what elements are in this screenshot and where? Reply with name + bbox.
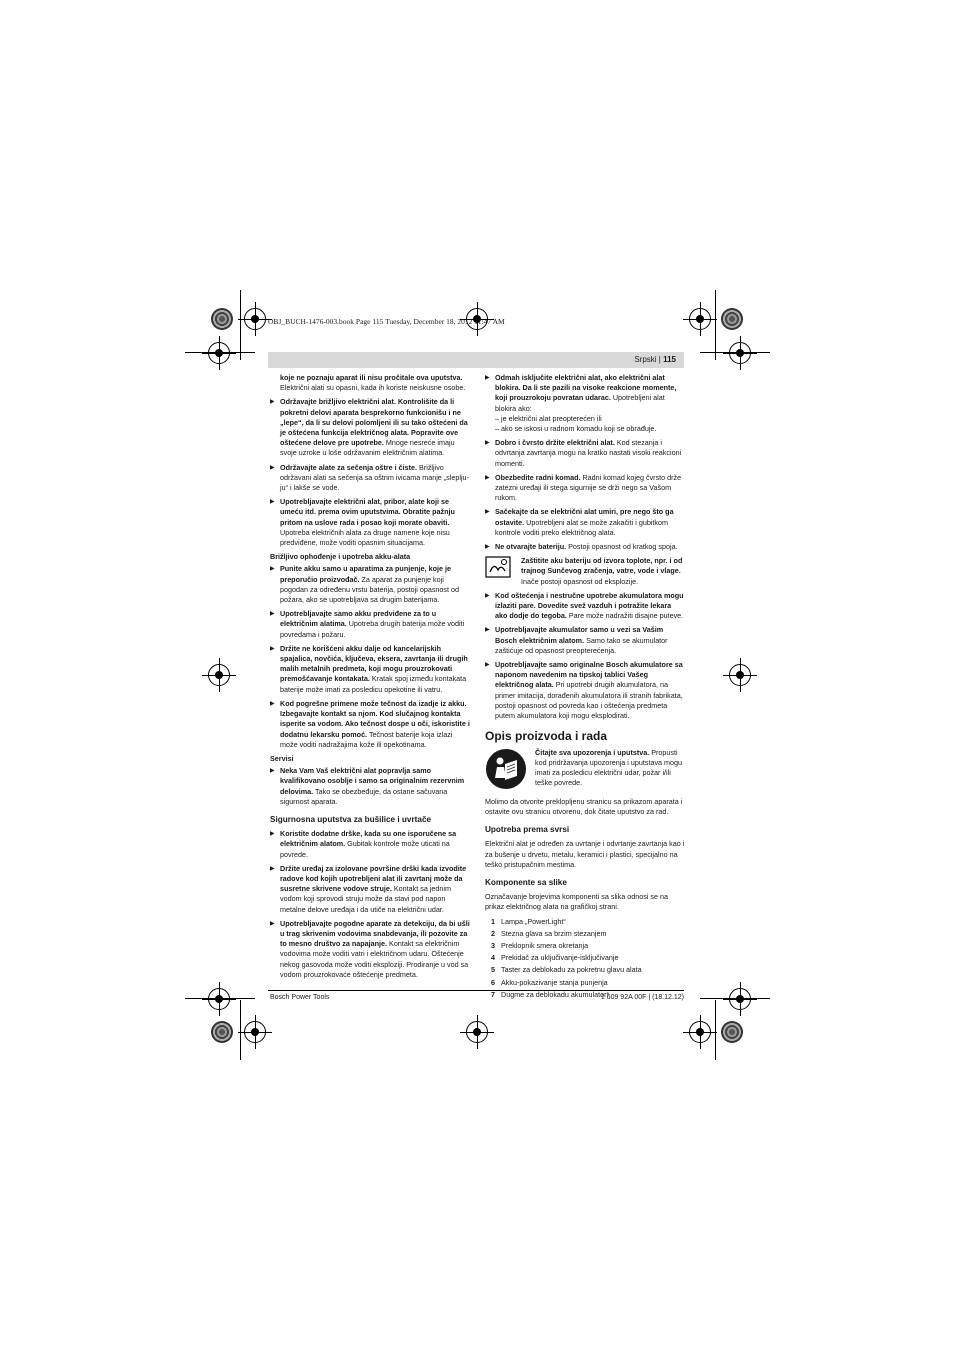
- list-item: 3 Preklopnik smera okretanja: [491, 940, 589, 950]
- battery-heat-warning-icon: [485, 556, 515, 587]
- right-column: [485, 373, 685, 1002]
- registration-dot-icon: [211, 308, 233, 330]
- safety-item: ▶ Upotrebljavajte samo originalne Bosch akumulatore sa naponom navedenim na tipskoj tablici Vašeg električnog alata. Pri upotrebi drugih akumulatora, na primer imitacija, dorađenih akumulatora ili stranih fabrikata, postoji opasnost od povreda kao i oštećenja predmeta putem akumulatora koji mogu eksplodirati.: [485, 660, 685, 721]
- registration-mark-icon: [208, 342, 230, 364]
- safety-item: ▶ Sačekajte da se električni alat umiri, pre nego što ga ostavite. Upotrebljeni alat se može zakačiti i gubitkom kontrole voditi preko električnog alata.: [485, 507, 685, 538]
- components-list: [485, 917, 685, 1000]
- registration-mark-icon: [729, 342, 751, 364]
- registration-dot-icon: [721, 1021, 743, 1043]
- file-info: OBJ_BUCH-1476-003.book Page 115 Tuesday, December 18, 2012 11:47 AM: [268, 317, 505, 326]
- intro-paragraph: koje ne poznaju aparat ili nisu pročitale ova uputstva. Električni alati su opasni, kada ih koriste neiskusne osobe.: [280, 373, 466, 393]
- intended-use-text: Električni alat je određen za uvrtanje i odvrtanje zavrtanja kao i za bušenje u drvetu, metalu, keramici i plastici, specijalno na teško pristupačnim mestima.: [485, 839, 685, 869]
- heading-drill-safety: Sigurnosna uputstva za bušilice i uvrtače: [270, 814, 432, 824]
- header-separator: |: [658, 355, 661, 364]
- list-item: 6 Akku-pokazivanje stanja punjenja: [491, 977, 608, 987]
- heat-warning: Zaštitite aku bateriju od izvora toplote, npr. i od trajnog Sunčevog zračenja, vatre, vode i vlage. Inače postoji opasnost od eksplozije.: [485, 556, 685, 587]
- page-number: 115: [663, 355, 676, 364]
- registration-dot-icon: [721, 308, 743, 330]
- heading-product-description: Opis proizvoda i rada: [485, 729, 608, 744]
- registration-mark-icon: [208, 988, 230, 1010]
- list-item: 5 Taster za deblokadu za pokretnu glavu alata: [491, 965, 642, 975]
- page-header: [268, 352, 684, 368]
- safety-item: ▶ Koristite dodatne drške, kada su one isporučene sa električnim alatom. Gubitak kontrole može uticati na povrede.: [270, 829, 470, 860]
- crop-mark: [715, 290, 716, 360]
- registration-mark-icon: [689, 1021, 711, 1043]
- components-intro: Označavanje brojevima komponenti sa slika odnosi se na prikaz električnog alata na grafičkoj strani.: [485, 892, 668, 912]
- read-manual-icon: [485, 748, 529, 793]
- crop-mark: [240, 290, 241, 360]
- fold-out-note: Molimo da otvorite preklopljenu stranicu sa prikazom aparata i ostavite ovu stranicu otvorenu, dok čitate uputstvo za rad.: [485, 796, 683, 816]
- safety-item: ▶ Ne otvarajte bateriju. Postoji opasnost od kratkog spoja.: [485, 542, 685, 552]
- registration-mark-icon: [466, 1021, 488, 1043]
- safety-item: ▶ Dobro i čvrsto držite električni alat. Kod stezanja i odvrtanja zavrtanja mogu na kratko nastati visoki reakcioni momenti.: [485, 438, 685, 469]
- list-item: 4 Prekidač za uključivanje-isključivanje: [491, 953, 619, 963]
- subheading-battery: Brižljivo ophođenje i upotreba akku-alata: [270, 552, 411, 562]
- registration-mark-icon: [244, 308, 266, 330]
- safety-item: ▶ Održavajte brižljivo električni alat. Kontrolišite da li pokretni delovi aparata besprekorno funkcionišu i ne „lepe“, da li su delovi polomljeni ili su tako oštećeni da je oštećena funkcija električnog alata. Popravite ove oštećene delove pre upotrebe. Mnoge nesreće imaju svoje uzroke u loše održavanim električnim alatima.: [270, 397, 470, 458]
- registration-mark-icon: [244, 1021, 266, 1043]
- registration-dot-icon: [211, 1021, 233, 1043]
- registration-mark-icon: [729, 988, 751, 1010]
- crop-mark: [240, 1000, 241, 1060]
- registration-mark-icon: [689, 308, 711, 330]
- safety-item: ▶ Upotrebljavajte električni alat, pribor, alate koji se umeću itd. prema ovim uputstvima. Obratite pažnju pritom na uslove rada i posao koji morate obaviti. Upotreba električnih alata za druge namene koje nisu predviđene, može voditi opasnim situacijama.: [270, 497, 470, 548]
- subheading-service: Servisi: [270, 753, 294, 763]
- footer-divider: [268, 990, 684, 991]
- safety-item: ▶ Punite akku samo u aparatima za punjenje, koje je preporučio proizvođač. Za aparat za punjenje koji pogodan za određenu vrstu baterija, postoji opasnost od požara, ako se upotrebljava sa drugim baterijama.: [270, 564, 470, 605]
- safety-item: ▶ Obezbedite radni komad. Radni komad kojeg čvrsto drže zatezni uređaji ili stega sigurnije se drži nego sa Vašom rukom.: [485, 473, 685, 504]
- safety-item: ▶ Upotrebljavajte pogodne aparate za detekciju, da bi ušli u trag skrivenim vodovima snabdevanja, ili pozovite za to mesno društvo za napajanje. Kontakt sa električnim vodovima može voditi vatri i električnom udaru. Oštećenje nekog gasovoda može voditi eksploziji. Prodiranje u vod sa vodom prouzrokovaće oštećenje predmeta.: [270, 919, 470, 980]
- safety-item: ▶ Držite uređaj za izolovane površine drški kada izvodite radove kod kojih upotrebljeni alat ili zavrtanj može da susretne skrivene vodove struje. Kontakt sa jednim vodom koji sprovodi struju može da stavi pod napon metalne delove uređaja i da utiče na električni udar.: [270, 864, 470, 915]
- safety-item: ▶ Odmah isključite električni alat, ako električni alat blokira. Da li ste pazili na visoke reakcione momente, koji prouzrokoju povratan udarac. Upotrebljeni alat blokira ako: – je električni alat preopterećen ili – ako se iskosi u radnom komadu koji se obrađuje.: [485, 373, 685, 434]
- list-item: 2 Stezna glava sa brzim stezanjem: [491, 928, 607, 938]
- read-instructions: Čitajte sva upozorenja i uputstva. Propusti kod pridržavanja upozorenja i uputstava mogu imati za posledicu električni udar, požar i/ili teške povrede.: [485, 748, 685, 793]
- safety-item: ▶ Upotrebljavajte akumulator samo u vezi sa Vašim Bosch električnim alatom. Samo tako se akumulator zaštićuje od opasnost preopterećenja.: [485, 625, 685, 656]
- safety-item: ▶ Održavajte alate za sečenja oštre i čiste. Brižljivo održavani alati sa sečenja sa oštrim ivicama manje „slepljuju“ i lakše se vode.: [270, 463, 470, 494]
- footer-doc-number: 1 609 92A 00F | (18.12.12): [600, 994, 684, 1001]
- safety-item: ▶ Kod oštećenja i nestručne upotrebe akumulatora mogu izlaziti pare. Dovedite svež vazduh i potražite lekara ako dodje do tegoba. Pare može nadražiti disajne puteve.: [485, 591, 685, 622]
- crop-mark: [715, 1000, 716, 1060]
- safety-item: ▶ Upotrebljavajte samo akku predviđene za to u električnim alatima. Upotreba drugih baterija može voditi povredama i požaru.: [270, 609, 470, 640]
- left-column: [270, 373, 470, 984]
- list-item: 1 Lampa „PowerLight“: [491, 916, 566, 926]
- heading-components: Komponente sa slike: [485, 877, 567, 887]
- registration-mark-icon: [729, 664, 751, 686]
- header-language: Srpski: [634, 355, 657, 364]
- safety-item: ▶ Neka Vam Vaš električni alat popravlja samo kvalifikovano osoblje i samo sa originalnim rezervnim delovima. Tako se obezbeđuje, da ostane sačuvana sigurnost aparata.: [270, 766, 470, 807]
- registration-mark-icon: [208, 664, 230, 686]
- footer-brand: Bosch Power Tools: [270, 994, 330, 1001]
- safety-item: ▶ Kod pogrešne primene može tečnost da izadje iz akku. Izbegavajte kontakt sa njom. Kod slučajnog kontakta isperite sa vodom. Ako tečnost dospe u oči, iskoristite i dodatnu lekarsku pomoć. Tečnost baterije koja izlazi može voditi nadražajima kože ili opekotinama.: [270, 699, 470, 750]
- safety-item: ▶ Držite ne korišćeni akku dalje od kancelarijskih spajalica, novčića, ključeva, eksera, zavrtanja ili drugih malih metalnih predmeta, koji mogu prouzrokovati premošćavanje kontakata. Kratak spoj između kontakata baterije može imati za posledicu opekotine ili vatru.: [270, 644, 470, 695]
- heading-intended-use: Upotreba prema svrsi: [485, 825, 570, 835]
- list-item: 7 Dugme za deblokadu akumulator*: [491, 989, 610, 999]
